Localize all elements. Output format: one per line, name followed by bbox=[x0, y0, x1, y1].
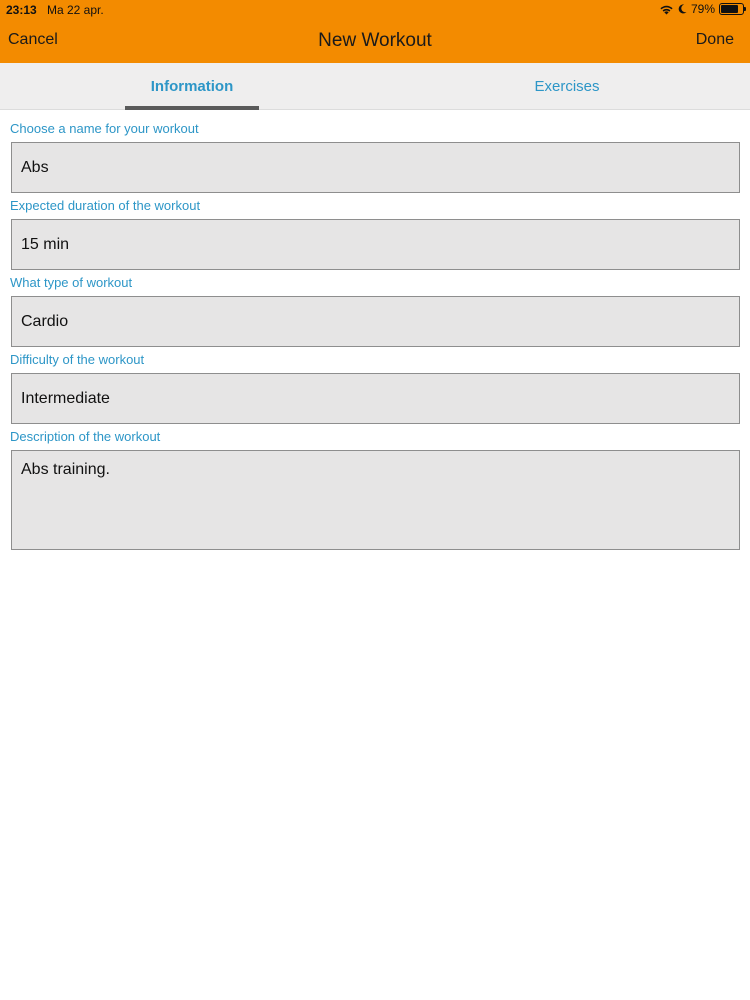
battery-icon bbox=[719, 3, 744, 15]
status-date: Ma 22 apr. bbox=[47, 3, 104, 17]
difficulty-input[interactable]: Intermediate bbox=[11, 373, 740, 424]
description-label: Description of the workout bbox=[10, 429, 161, 444]
cancel-button[interactable]: Cancel bbox=[8, 31, 58, 48]
duration-input[interactable]: 15 min bbox=[11, 219, 740, 270]
status-time: 23:13 bbox=[6, 3, 37, 17]
nav-bar bbox=[0, 20, 750, 63]
done-button[interactable]: Done bbox=[695, 31, 734, 48]
wifi-icon bbox=[659, 4, 674, 15]
workout-name-input[interactable]: Abs bbox=[11, 142, 740, 193]
description-textarea[interactable]: Abs training. bbox=[11, 450, 740, 550]
workout-name-label: Choose a name for your workout bbox=[10, 121, 199, 136]
page-title: New Workout bbox=[318, 30, 432, 51]
status-indicators bbox=[659, 2, 744, 16]
status-bar bbox=[0, 0, 750, 20]
battery-percent: 79% bbox=[690, 2, 715, 16]
moon-icon bbox=[678, 4, 687, 14]
tab-exercises[interactable]: Exercises bbox=[534, 78, 600, 95]
tab-information[interactable]: Information bbox=[150, 78, 234, 95]
active-tab-indicator bbox=[125, 106, 259, 110]
workout-type-label: What type of workout bbox=[10, 275, 133, 290]
duration-label: Expected duration of the workout bbox=[10, 198, 201, 213]
workout-type-input[interactable]: Cardio bbox=[11, 296, 740, 347]
top-bar bbox=[0, 0, 750, 63]
tab-bar bbox=[0, 63, 750, 110]
difficulty-label: Difficulty of the workout bbox=[10, 352, 145, 367]
